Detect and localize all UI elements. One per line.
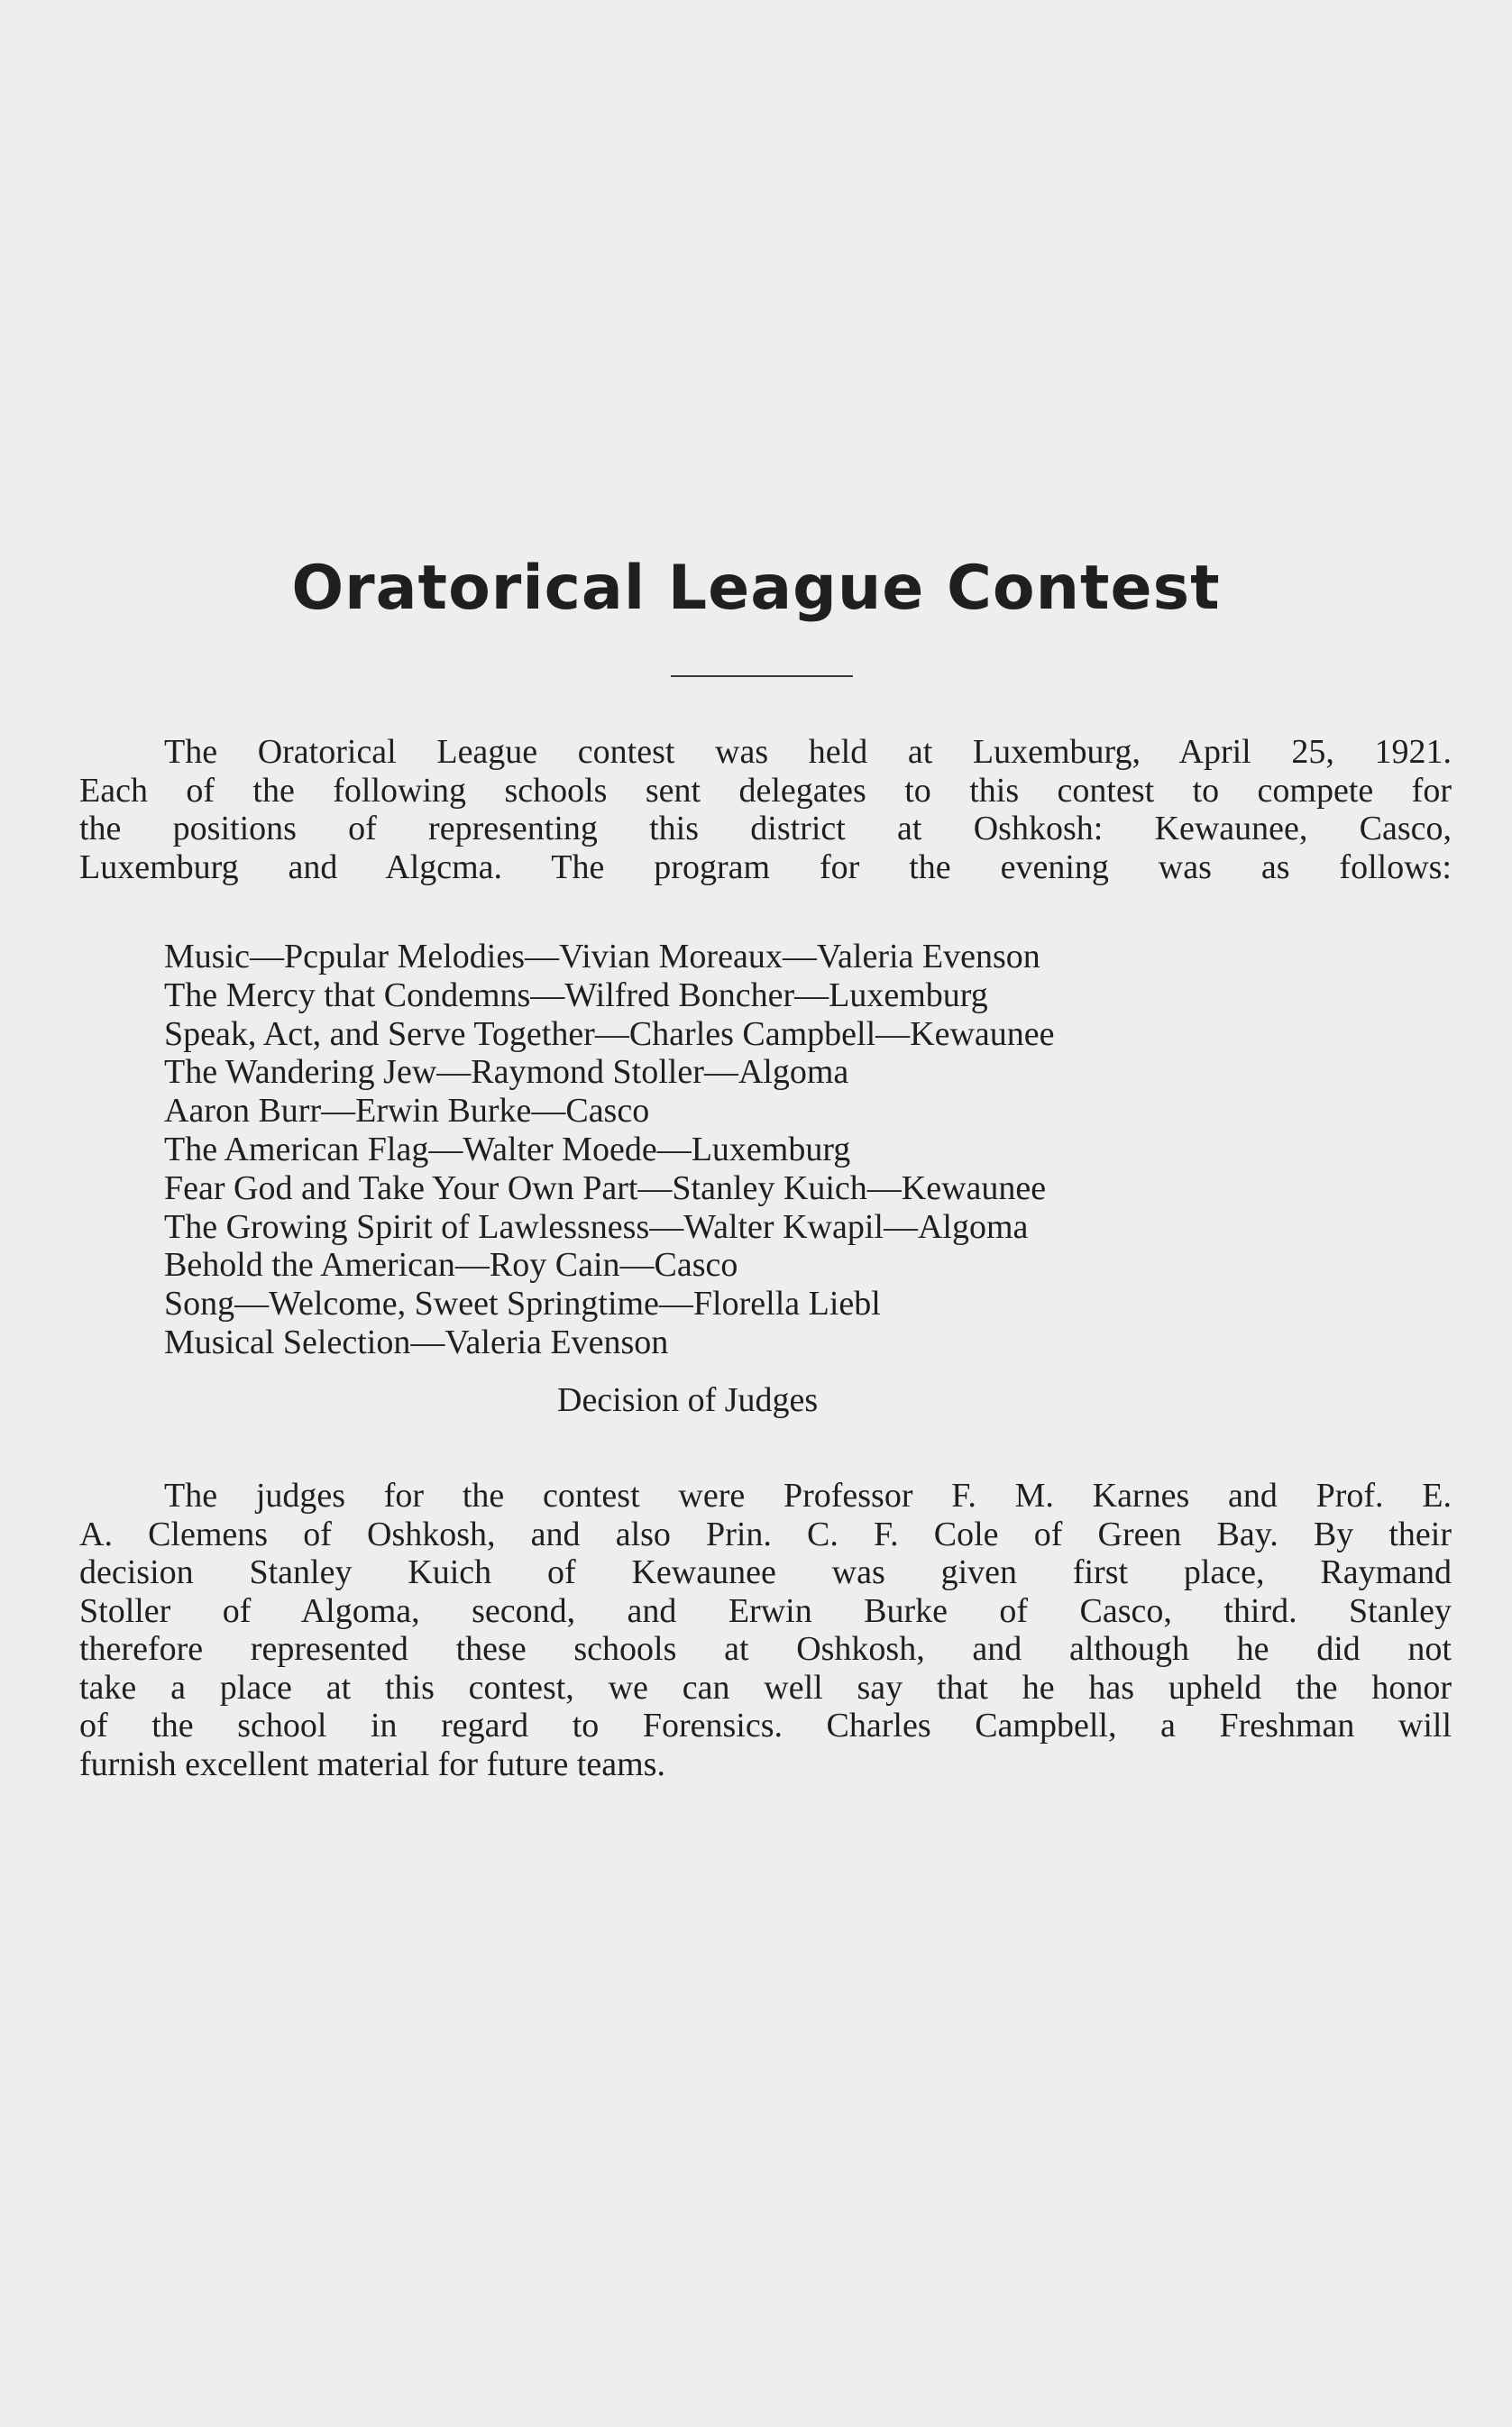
closing-paragraph — [79, 1477, 1452, 1783]
program-item: Speak, Act, and Serve Together—Charles Campbell—Kewaunee — [164, 1014, 1055, 1053]
program-item: The Mercy that Condemns—Wilfred Boncher—Luxemburg — [164, 975, 988, 1014]
title-divider — [671, 675, 853, 677]
program-item: Behold the American—Roy Cain—Casco — [164, 1246, 738, 1285]
program-item: The Wandering Jew—Raymond Stoller—Algoma — [164, 1053, 849, 1092]
program-item: Aaron Burr—Erwin Burke—Casco — [164, 1092, 650, 1131]
program-list — [164, 938, 1426, 1362]
closing-line: therefore represented these schools at Oshkosh, and although he did not — [79, 1630, 1452, 1668]
page-title: Oratorical League Contest — [291, 553, 1221, 624]
closing-line: Stoller of Algoma, second, and Erwin Burke of Casco, third. Stanley — [79, 1591, 1452, 1630]
closing-line: A. Clemens of Oshkosh, and also Prin. C. F. Cole of Green Bay. By their — [79, 1515, 1452, 1553]
closing-line: decision Stanley Kuich of Kewaunee was given first place, Raymand — [79, 1553, 1452, 1591]
intro-line: Luxemburg and Algcma. The program for the evening was as follows: — [79, 847, 1452, 886]
program-item: Musical Selection—Valeria Evenson — [164, 1323, 669, 1361]
program-item: The American Flag—Walter Moede—Luxemburg — [164, 1130, 851, 1168]
intro-paragraph — [79, 733, 1452, 886]
closing-line: furnish excellent material for future teams. — [79, 1745, 665, 1783]
decision-heading: Decision of Judges — [557, 1381, 819, 1419]
closing-line: take a place at this contest, we can well say that he has upheld the honor — [79, 1668, 1452, 1707]
intro-line: the positions of representing this district at Oshkosh: Kewaunee, Casco, — [79, 810, 1452, 847]
closing-line: of the school in regard to Forensics. Charles Campbell, a Freshman will — [79, 1707, 1452, 1745]
program-item: The Growing Spirit of Lawlessness—Walter Kwapil—Algoma — [164, 1207, 1029, 1246]
program-item: Fear God and Take Your Own Part—Stanley Kuich—Kewaunee — [164, 1168, 1047, 1207]
intro-line: The Oratorical League contest was held at Luxemburg, April 25, 1921. — [164, 733, 1452, 771]
closing-line: The judges for the contest were Professor F. M. Karnes and Prof. E. — [164, 1477, 1452, 1515]
program-item: Song—Welcome, Sweet Springtime—Florella Liebl — [164, 1285, 881, 1323]
program-item: Music—Pcpular Melodies—Vivian Moreaux—Valeria Evenson — [164, 938, 1040, 975]
intro-line: Each of the following schools sent delegates to this contest to compete for — [79, 771, 1452, 810]
